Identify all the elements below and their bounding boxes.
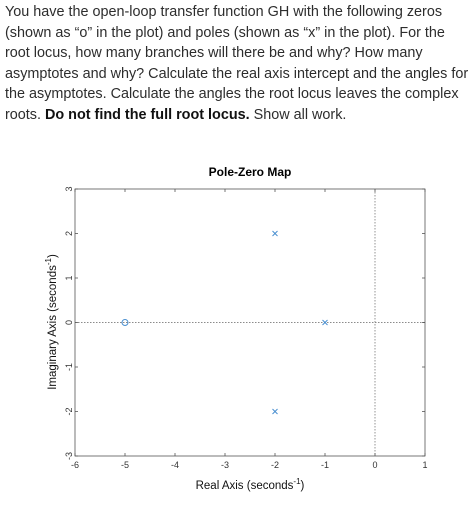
x-tick-label: -6 — [70, 460, 80, 470]
y-tick-label: -1 — [64, 362, 74, 372]
y-axis-label-close: ) — [47, 254, 59, 259]
y-tick-label: -2 — [64, 407, 74, 416]
y-tick-label: 3 — [64, 186, 74, 192]
y-tick-label: 2 — [64, 230, 74, 237]
x-axis-label — [196, 477, 305, 492]
y-tick-label: 0 — [64, 319, 74, 326]
chart-title: Pole-Zero Map — [208, 165, 292, 179]
question-bold: Do not find the full root locus. — [45, 106, 250, 123]
y-tick-label: 1 — [64, 275, 74, 281]
x-tick-label: 1 — [422, 460, 428, 470]
x-axis-label-main: Real Axis (seconds — [195, 480, 294, 492]
x-axis-label-sup: -1 — [293, 477, 301, 486]
y-axis-label — [44, 254, 59, 390]
x-tick-label: -2 — [270, 460, 280, 470]
question-tail: Show all work. — [249, 106, 347, 123]
x-tick-label: -5 — [120, 460, 130, 470]
x-tick-label: -1 — [320, 460, 330, 470]
y-tick-label: -3 — [64, 451, 74, 461]
question-text — [5, 2, 469, 125]
x-tick-label: -4 — [170, 460, 180, 470]
y-axis-label-main: Imaginary Axis (seconds — [47, 265, 59, 390]
y-axis-label-sup: -1 — [44, 258, 53, 266]
pole-zero-map-chart — [0, 150, 474, 516]
question-body: You have the open-loop transfer function GH with the following zeros (shown as “o” in the plot) and poles (shown as “x” in the plot). For the root locus, how many branches will there be and why? How many asymptotes and why? Calculate the real axis intercept and the angles for the asymptotes. Calculate the angles the root locus leaves the complex roots. — [5, 4, 469, 123]
x-tick-label: 0 — [372, 460, 378, 470]
x-tick-label: -3 — [220, 460, 230, 470]
x-axis-label-close: ) — [300, 480, 305, 492]
